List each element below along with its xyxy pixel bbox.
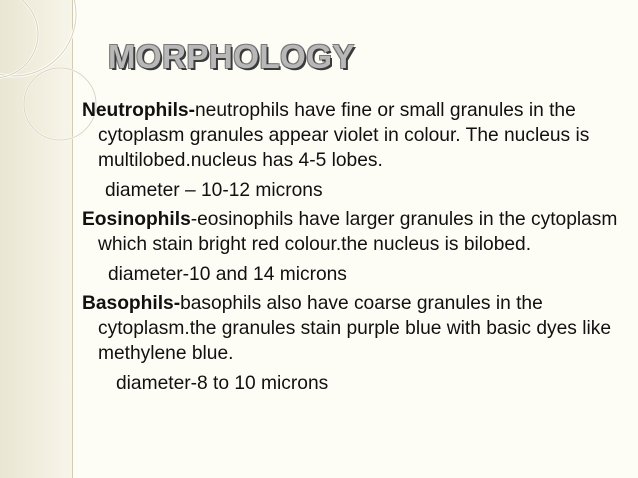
neutrophils-text: neutrophils have fine or small granules in the cytoplasm granules appear violet in colour. The nucleus is multilobed.nucleus has 4-5 lobes. [98,100,590,171]
eosinophils-term: Eosinophils [82,209,191,230]
eosinophils-diameter: diameter-10 and 14 microns [108,264,347,285]
neutrophils-paragraph [82,98,630,173]
basophils-term: Basophils- [82,293,181,314]
basophils-paragraph [82,291,630,366]
basophils-diameter: diameter-8 to 10 microns [116,373,329,394]
eosinophils-paragraph [82,207,630,257]
neutrophils-term: Neutrophils- [82,100,195,121]
slide-body [82,98,630,398]
slide-title: MORPHOLOGY [108,38,356,75]
neutrophils-diameter: diameter – 10-12 microns [105,180,323,201]
eosinophils-text: -eosinophils have larger granules in the cytoplasm which stain bright red colour.the nucleus is bilobed. [98,209,618,255]
basophils-text: basophils also have coarse granules in the cytoplasm.the granules stain purple blue with basic dyes like methylene blue. [98,293,612,364]
